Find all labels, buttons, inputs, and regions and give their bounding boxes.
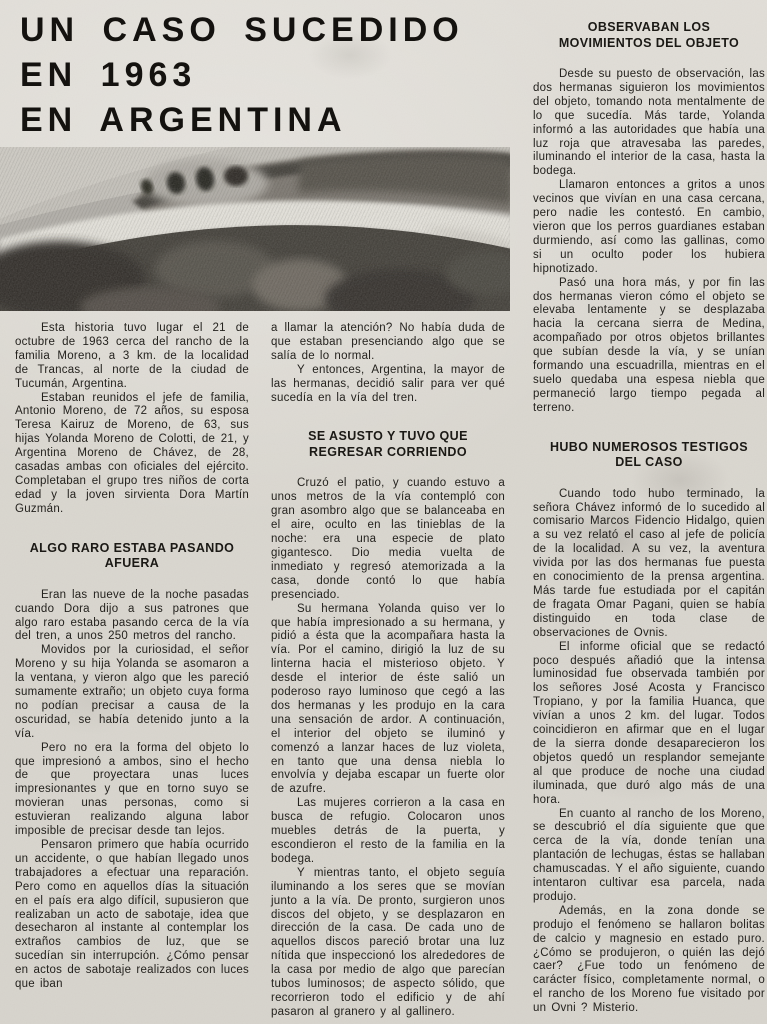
article-paragraph: Eran las nueve de la noche pasadas cuando Dora dijo a sus patrones que algo raro estaba pasando cerca de la vía del tren, a unos 250 metros del rancho. [15,588,249,643]
body-columns [0,311,505,1020]
article-paragraph: Cuando todo hubo terminado, la señora Chávez informó de lo sucedido al comisario Marcos Fidencio Hidalgo, quien a su vez relató el caso al jefe de policía de la localidad. A su vez, la aventura vivida por las dos hermanas fue puesta en conocimiento de la prensa argentina. Más tarde fue estudiada por el capitán de fragata Omar Pagani, quien se había distinguido en toda clase de observaciones de Ovnis. [533,487,765,639]
text-column-3 [533,0,765,1016]
article-paragraph: Además, en la zona donde se produjo el fenómeno se hallaron bolitas de calcio y magnesio en estado puro. ¿Cómo se produjeron, o quién las dejó caer? ¿Fue todo un fenómeno de carácter físico, completamente normal, o el rancho de los Moreno fue visitado por un Ovni ? Misterio. [533,904,765,1015]
article-paragraph: Esta historia tuvo lugar el 21 de octubre de 1963 cerca del rancho de la familia Moreno, a 3 km. de la localidad de Trancas, al norte de la ciudad de Tucumán, Argentina. [15,322,249,390]
article-paragraph: Pasó una hora más, y por fin las dos hermanas vieron cómo el objeto se elevaba lentamente y se desplazaba hacia la cercana sierra de Medina, acompañado por otros objetos brillantes que subían desde la vía, y se unían formando una escuadrilla, mientras en el suelo quedaba una espesa niebla que permaneció largo tiempo pegada al terreno. [533,276,765,414]
title-line-3: EN ARGENTINA [20,101,347,139]
section-heading: HUBO NUMEROSOS TESTIGOS DEL CASO [549,439,749,470]
article-paragraph: Llamaron entonces a gritos a unos vecinos que vivían en una casa cercana, pero nadie les contestó. En cambio, vieron que los perros guardianes estaban durmiendo, así como las gallinas, como si un oculto poder los hubiera hipnotizado. [533,179,765,275]
article-paragraph: Y mientras tanto, el objeto seguía iluminando a los seres que se movían junto a la vía. De pronto, surgieron unos discos del objeto, y se desplazaron en dirección de la casa. De cada uno de aquellos discos pareció brotar una luz nítida que inspeccionó los alrededores de la casa por medio de algo que parecían tubos luminosos; de aspecto sólido, que recorrieron todo el edificio y de ahí pasaron al granero y al gallinero. [271,866,505,1018]
article-paragraph: Movidos por la curiosidad, el señor Moreno y su hija Yolanda se asomaron a la ventana, y vieron algo que les pareció sumamente extraño; un objeto cuya forma no podían precisar a causa de la oscuridad, se había detenido junto a la vía. [15,644,249,740]
section-heading: ALGO RARO ESTABA PASANDO AFUERA [29,540,235,571]
section-heading: OBSERVABAN LOS MOVIMIENTOS DEL OBJETO [558,20,740,50]
article-paragraph: Desde su puesto de observación, las dos hermanas siguieron los movimientos del objeto, tomando nota mentalmente de lo que sucedía. Más tarde, Yolanda informó a las autoridades que había una luz roja que atravesaba las paredes, iluminando el interior de la casa, hasta la bodega. [533,68,765,178]
title-line-1: UN CASO SUCEDIDO [20,11,464,49]
ufo-photo-graphic [0,147,510,311]
title-line-2: EN 1963 [20,56,197,94]
section-heading: SE ASUSTO Y TUVO QUE REGRESAR CORRIENDO [308,429,468,459]
article-paragraph: El informe oficial que se redactó poco después añadió que la intensa luminosidad fue observada también por los señores José Acosta y Francisco Tropiano, y por la familia Huanca, que vivían a unos 2 km. del lugar. Todos coincidieron en afirmar que en el lugar de la sierra donde desaparecieron los objetos quedó un resplandor semejante al que produce de noche una ciudad iluminada, que duró algo más de una hora. [533,640,765,806]
article-paragraph: Pensaron primero que había ocurrido un accidente, o que habían llegado unos trabajadores a efectuar una reparación. Pero como en aquellos días la situación en el país era algo difícil, supusieron que realizaban un acto de sabotaje, idea que desecharon al instante al contemplar los extraños cambios de luz, que se sucedían sin interrupción. ¿Cómo pensar en actos de sabotaje realizados con luces que iban [15,839,249,991]
ufo-photo [0,147,510,311]
article-paragraph: Y entonces, Argentina, la mayor de las hermanas, decidió salir para ver qué sucedía en la vía del tren. [271,363,505,404]
article-paragraph: Pero no era la forma del objeto lo que impresionó a ambos, sino el hecho de que proyectara unas luces impresionantes y que en torno suyo se movieran unas personas, como si estuvieran realizando alguna labor imposible de precisar desde tan lejos. [15,741,249,838]
article-paragraph: a llamar la atención? No había duda de que estaban presenciando algo que se salía de lo normal. [271,322,505,362]
article-paragraph: Cruzó el patio, y cuando estuvo a unos metros de la vía contempló con gran asombro algo que se balanceaba en el aire, oculto en las tinieblas de la noche: era una especie de plato gigantesco. Dio media vuelta de inmediato y regresó atemorizada a la casa, donde contó lo que había presenciado. [271,477,505,601]
article-paragraph: Las mujeres corrieron a la casa en busca de refugio. Colocaron unos muebles detrás de la puerta, y escondieron el resto de la familia en la bodega. [271,797,505,865]
text-column-1 [15,322,249,1020]
text-column-2 [271,322,505,1020]
article-title [0,0,505,143]
article-paragraph: Su hermana Yolanda quiso ver lo que había impresionado a su hermana, y pidió a ésta que la acompañara hasta la vía. Por el camino, dirigió la luz de su linterna hacia el misterioso objeto. Y desde el interior de éste salió un poderoso rayo luminoso que cegó a las dos hermanas y les produjo en la cara una sensación de ardor. A continuación, el interior del objeto se iluminó y comenzó a lanzar haces de luz violeta, en tanto que una densa niebla lo envolvía y dejaba escapar un fuerte olor de azufre. [271,602,505,796]
article-paragraph: En cuanto al rancho de los Moreno, se descubrió el día siguiente que que cerca de la vía, donde tenían una plantación de lechugas, éstas se hallaban chamuscadas. Y el año siguiente, cuando intentaron cultivar esa parcela, nada produjo. [533,807,765,903]
article-paragraph: Estaban reunidos el jefe de familia, Antonio Moreno, de 72 años, su esposa Teresa Kairuz de Moreno, de 63, sus hijas Yolanda Moreno de Colotti, de 21, y Argentina Moreno de Chávez, de 28, casadas ambas con oficiales del ejército. Completaban el grupo tres niños de corta edad y la joven sirvienta Dora Martín Guzmán. [15,391,249,515]
